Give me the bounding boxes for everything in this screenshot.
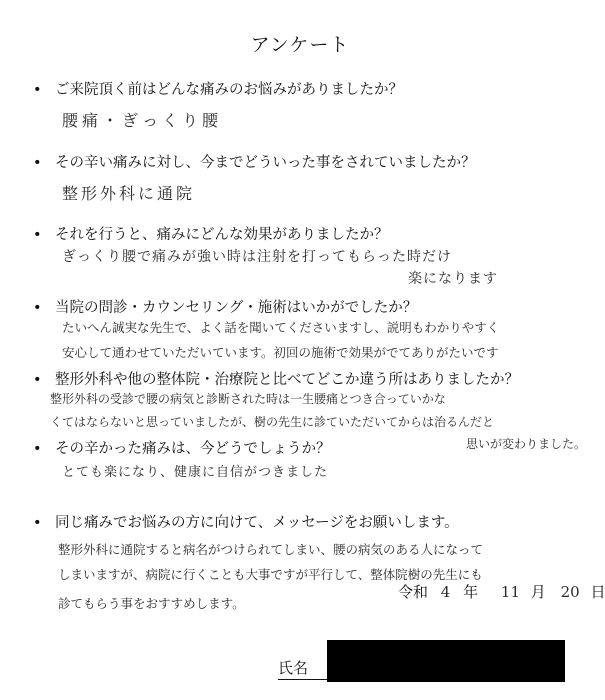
date-month-unit: 月 [530, 583, 546, 601]
question-4: • 当院の問診・カウンセリング・施術はいかがでしたか？ [33, 300, 418, 316]
date-field [398, 581, 605, 602]
date-day-unit: 日 [590, 583, 605, 601]
answer-4-line-2: 安心して通わせていただいています。初回の施術で効果がでてありがたいです [62, 345, 499, 360]
answer-7-line-1: 整形外科に通院すると病名がつけられてしまい、腰の病気のある人になって [58, 542, 484, 557]
question-5: • 整形外科や他の整体院・治療院と比べてどこか違う所はありましたか？ [33, 372, 519, 388]
answer-5-line-3: 思いが変わりました。 [466, 437, 587, 451]
date-era: 令和 [398, 583, 429, 601]
name-redaction [327, 640, 565, 682]
answer-6-line-1: とても楽になり、健康に自信がつきました [62, 465, 329, 480]
name-label: 氏名 [278, 657, 358, 680]
answer-4-line-1: たいへん誠実な先生で、よく話を聞いてくださいますし、説明もわかりやすく [62, 320, 500, 335]
date-year-unit: 年 [463, 583, 479, 601]
question-2: • その辛い痛みに対し、今までどういった事をされていましたか？ [33, 155, 476, 171]
answer-7-line-2: しまいますが、病院に行くことも大事ですが平行して、整体院樹の先生にも [58, 567, 483, 582]
question-3: • それを行うと、痛みにどんな効果がありましたか？ [33, 227, 389, 243]
question-6: • その辛かった痛みは、今どうでしょうか？ [33, 441, 331, 457]
question-7: • 同じ痛みでお悩みの方に向けて、メッセージをお願いします。 [33, 515, 459, 531]
question-1: • ご来院頂く前はどんな痛みのお悩みがありましたか？ [33, 82, 403, 98]
page-title: アンケート [250, 34, 350, 56]
answer-1-line-1: 腰痛・ぎっくり腰 [62, 111, 223, 130]
date-month: 11 [500, 583, 521, 601]
answer-5-line-1: 整形外科の受診で腰の病気と診断された時は一生腰痛とつき合っていかな [50, 392, 446, 406]
date-year: 4 [440, 583, 451, 601]
answer-3-line-2: 楽になります [408, 271, 498, 287]
date-day: 20 [560, 583, 580, 601]
answer-7-line-3: 診てもらう事をおすすめします。 [58, 596, 245, 611]
answer-5-line-2: くてはならないと思っていましたが、樹の先生に診ていただいてからは治るんだと [50, 415, 495, 429]
answer-3-line-1: ぎっくり腰で痛みが強い時は注射を打ってもらった時だけ [62, 249, 452, 265]
answer-2-line-1: 整形外科に通院 [62, 184, 196, 203]
